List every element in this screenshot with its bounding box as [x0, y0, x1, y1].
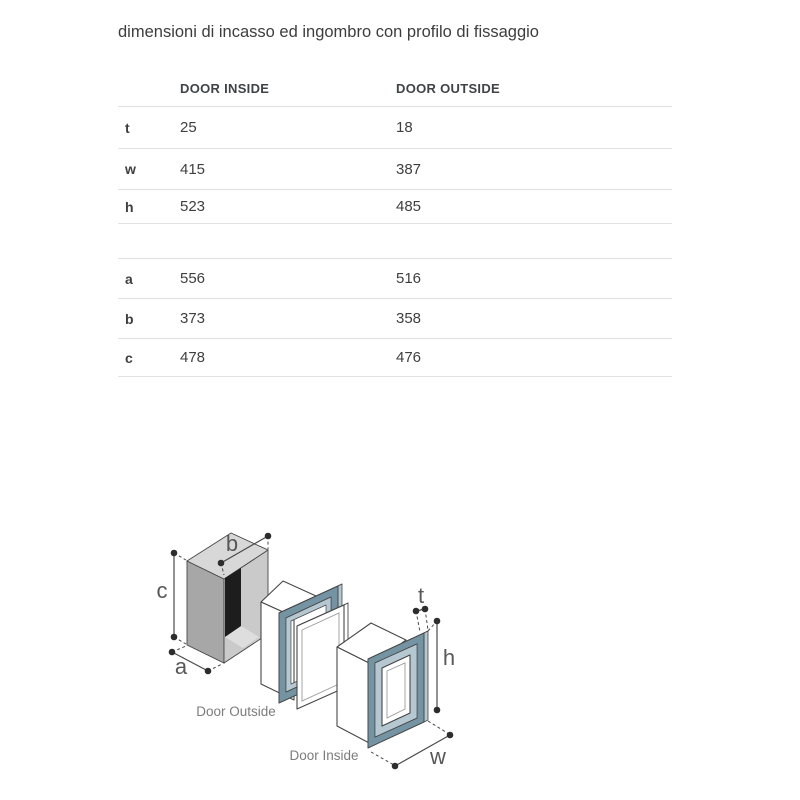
value-door-inside: 523: [180, 198, 206, 215]
caption-door-outside: Door Outside: [196, 704, 276, 719]
row-label: w: [125, 161, 136, 177]
dimension-dot: [413, 608, 420, 615]
dimension-label-t: t: [417, 583, 425, 608]
page-content: [118, 0, 672, 377]
column-header-door-inside: DOOR INSIDE: [180, 81, 270, 96]
row-label: a: [125, 270, 133, 287]
extension-line: [428, 721, 449, 734]
row-label: h: [125, 198, 134, 215]
dimension-dot: [392, 763, 399, 770]
value-door-outside: 387: [396, 160, 422, 178]
table-row: [118, 259, 672, 299]
value-door-inside: 556: [180, 270, 206, 287]
table-header-row: [118, 71, 672, 107]
door-recessed-face: [382, 655, 410, 726]
value-door-outside: 485: [396, 198, 422, 215]
row-label: c: [125, 349, 133, 366]
value-door-outside: 358: [396, 310, 422, 327]
dimension-label-w: w: [430, 744, 446, 769]
dimension-dot: [205, 668, 212, 675]
table-row: [118, 299, 672, 339]
value-door-inside: 373: [180, 310, 206, 327]
caption-door-inside: Door Inside: [289, 748, 359, 763]
dimension-dot: [447, 732, 454, 739]
value-door-inside: 478: [180, 349, 206, 366]
dimension-dot: [171, 634, 178, 641]
table-row: [118, 107, 672, 149]
table-spacer-row: [118, 224, 672, 259]
dimension-dot: [171, 550, 178, 557]
flange-right-edge: [424, 631, 428, 722]
value-door-inside: 25: [180, 119, 197, 136]
row-label: t: [125, 119, 130, 136]
dimensions-table: [118, 71, 672, 377]
dimension-dot: [218, 560, 225, 567]
value-door-outside: 18: [396, 119, 413, 136]
page-title: dimensioni di incasso ed ingombro con profilo di fissaggio: [118, 23, 539, 41]
door-inside-unit: [337, 623, 428, 748]
table-row: [118, 339, 672, 377]
column-header-door-outside: DOOR OUTSIDE: [396, 81, 500, 96]
value-door-inside: 415: [180, 160, 206, 178]
dimension-dot: [434, 707, 441, 714]
dimension-dot: [434, 618, 441, 625]
recess-opening: [225, 568, 241, 637]
dimensions-diagram: [140, 510, 480, 790]
extension-line: [371, 752, 394, 765]
dimension-label-b: b: [225, 531, 239, 556]
dimension-label-a: a: [174, 654, 188, 679]
dimension-label-c: c: [156, 578, 168, 603]
row-label: b: [125, 310, 134, 327]
dimension-label-h: h: [442, 645, 456, 670]
door-outside-unit: [261, 581, 348, 709]
table-row: [118, 149, 672, 190]
value-door-outside: 516: [396, 270, 422, 287]
value-door-outside: 476: [396, 349, 422, 366]
table-row: [118, 190, 672, 224]
dimension-dot: [265, 533, 272, 540]
